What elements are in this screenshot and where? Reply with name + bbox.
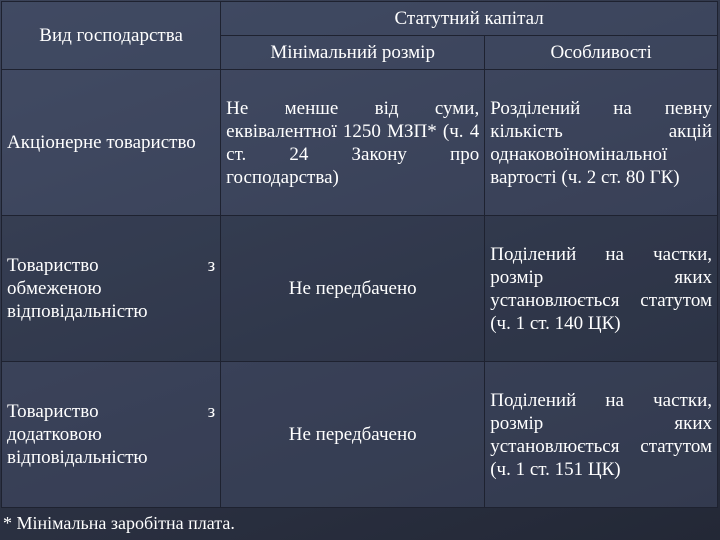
company-type-rest: обмеженою відповідальністю [7, 278, 148, 322]
min-size-cell: Не передбачено [221, 216, 485, 362]
company-type-word: Товариство [7, 401, 99, 422]
table-row [2, 70, 718, 216]
table-row [2, 362, 718, 508]
footnote: * Мінімальна заробітна плата. [3, 513, 235, 533]
capital-table [1, 1, 718, 508]
company-type-first-line [7, 254, 215, 277]
company-type-cell: Акціонерне товариство [2, 70, 221, 216]
header-capital: Статутний капітал [221, 2, 718, 36]
company-type-word: Товариство [7, 255, 99, 276]
company-type-cell [2, 216, 221, 362]
header-features: Особливості [485, 36, 718, 70]
features-cell: Поділений на частки, розмір яких установлюється статутом (ч. 1 ст. 151 ЦК) [485, 362, 718, 508]
company-type-prep: з [207, 255, 216, 276]
table-row [2, 216, 718, 362]
min-size-cell: Не передбачено [221, 362, 485, 508]
min-size-cell: Не менше від суми, еквівалентної 1250 МЗП* (ч. 4 ст. 24 Закону про господарства) [221, 70, 485, 216]
company-type-first-line [7, 400, 215, 423]
header-row-top [2, 2, 718, 36]
features-cell: Розділений на певну кількість акцій однаковоїномінальної вартості (ч. 2 ст. 80 ГК) [485, 70, 718, 216]
header-min-size: Мінімальний розмір [221, 36, 485, 70]
company-type-cell [2, 362, 221, 508]
company-type-prep: з [207, 401, 216, 422]
features-cell: Поділений на частки, розмір яких установлюється статутом (ч. 1 ст. 140 ЦК) [485, 216, 718, 362]
company-type-rest: додатковою відповідальністю [7, 424, 148, 468]
header-type: Вид господарства [2, 2, 221, 70]
